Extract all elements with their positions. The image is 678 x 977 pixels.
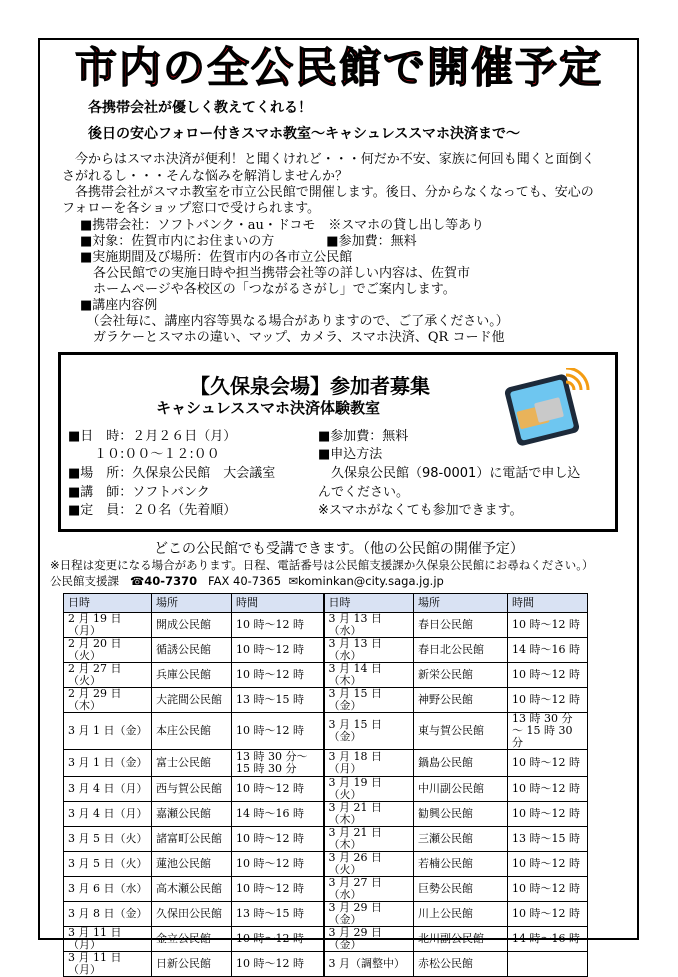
cell-date-1: 3 月 4 日（月）: [64, 802, 152, 827]
cell-date-1: 3 月 1 日（金）: [64, 713, 152, 750]
recruit-fee: ■参加費：無料: [318, 429, 409, 444]
cell-time-2: 10 時～12 時: [508, 877, 588, 902]
contact-email: ✉kominkan@city.saga.jg.jp: [288, 574, 444, 588]
cell-date-1: 3 月 1 日（金）: [64, 750, 152, 777]
intro-line-1: 今からはスマホ決済が便利！と聞くけれど・・・何だか不安、家族に何回も聞くと面倒く: [62, 152, 595, 167]
cell-date-2: 3 月 27 日（水）: [324, 877, 414, 902]
cell-time-1: 10 時～12 時: [232, 777, 324, 802]
smartphone-payment-icon: [496, 368, 596, 448]
intro-line-3: 各携帯会社がスマホ教室を市立公民館で開催します。後日、分からなくなっても、安心の: [62, 185, 594, 200]
cell-time-1: 13 時～15 時: [232, 902, 324, 927]
recruit-title: 【久保泉会場】参加者募集: [190, 374, 430, 398]
table-row: [64, 902, 588, 927]
cell-date-2: 3 月 21 日（木）: [324, 802, 414, 827]
cell-place-1: 蓮池公民館: [152, 852, 232, 877]
table-row: [64, 852, 588, 877]
cell-place-1: 高木瀬公民館: [152, 877, 232, 902]
cell-time-2: 10 時～12 時: [508, 777, 588, 802]
contact-dept: 公民館支援課: [50, 574, 119, 588]
cell-time-2: 13 時 30 分～ 15 時 30 分: [508, 713, 588, 750]
cell-time-2: 14 時～16 時: [508, 638, 588, 663]
cell-place-1: 開成公民館: [152, 613, 232, 638]
cell-place-1: 本庄公民館: [152, 713, 232, 750]
cell-time-2: 13 時～15 時: [508, 827, 588, 852]
cell-place-2: 北川副公民館: [414, 927, 508, 952]
cell-time-1: 10 時～12 時: [232, 927, 324, 952]
cell-date-1: 3 月 5 日（火）: [64, 827, 152, 852]
cell-date-2: 3 月 13 日（水）: [324, 638, 414, 663]
table-row: [64, 802, 588, 827]
cell-date-1: 2 月 27 日（火）: [64, 663, 152, 688]
detail-line-6: ■講座内容例: [80, 298, 158, 313]
table-row: [64, 877, 588, 902]
cell-time-2: 14 時～16 時: [508, 927, 588, 952]
recruit-subtitle: キャシュレススマホ決済体験教室: [156, 399, 380, 417]
cell-time-2: 10 時～12 時: [508, 750, 588, 777]
recruit-note: ※スマホがなくても参加できます。: [318, 503, 523, 518]
cell-date-2: 3 月 18 日（月）: [324, 750, 414, 777]
header-time-2: 時間: [508, 594, 588, 613]
cell-date-2: 3 月 14 日（木）: [324, 663, 414, 688]
table-row: [64, 638, 588, 663]
detail-line-1: ■携帯会社：ソフトバンク・au・ドコモ ※スマホの貸し出し等あり: [80, 218, 485, 233]
cell-place-1: 日新公民館: [152, 952, 232, 977]
cell-date-2: 3 月 15 日（金）: [324, 688, 414, 713]
intro-line-2: さがれるし・・・そんな悩みを解消しませんか？: [62, 169, 349, 184]
recruit-date: ■日 時：２月２６日（月）: [68, 429, 237, 444]
cell-date-1: 3 月 6 日（水）: [64, 877, 152, 902]
schedule-header-row: [64, 594, 588, 613]
cell-date-1: 2 月 29 日（木）: [64, 688, 152, 713]
cell-time-1: 10 時～12 時: [232, 638, 324, 663]
recruit-apply-heading: ■申込方法: [318, 447, 383, 462]
table-row: [64, 952, 588, 977]
cell-date-2: 3 月 19 日（火）: [324, 777, 414, 802]
cell-time-1: 10 時～12 時: [232, 852, 324, 877]
cell-place-1: 西与賀公民館: [152, 777, 232, 802]
cell-place-1: 金立公民館: [152, 927, 232, 952]
cell-place-1: 嘉瀬公民館: [152, 802, 232, 827]
cell-date-2: 3 月 26 日（火）: [324, 852, 414, 877]
cell-time-1: 10 時～12 時: [232, 713, 324, 750]
schedule-note: ※日程は変更になる場合があります。日程、電話番号は公民館支援課か久保泉公民館にお尋ねください。）: [50, 558, 594, 572]
cell-date-2: 3 月 29 日（金）: [324, 902, 414, 927]
cell-date-2: 3 月 13 日（水）: [324, 613, 414, 638]
cell-time-2: 10 時～12 時: [508, 802, 588, 827]
cell-place-2: 春日公民館: [414, 613, 508, 638]
cell-place-2: 若楠公民館: [414, 852, 508, 877]
recruit-apply-line-1: 久保泉公民館（98-0001）に電話で申し込: [318, 466, 581, 481]
cell-time-1: 10 時～12 時: [232, 952, 324, 977]
cell-place-2: 春日北公民館: [414, 638, 508, 663]
cell-place-1: 諸富町公民館: [152, 827, 232, 852]
cell-time-2: 10 時～12 時: [508, 613, 588, 638]
cell-time-1: 10 時～12 時: [232, 663, 324, 688]
contact-fax: FAX 40-7365: [208, 574, 282, 588]
cell-time-2: 10 時～12 時: [508, 663, 588, 688]
cell-place-1: 富士公民館: [152, 750, 232, 777]
table-row: [64, 777, 588, 802]
cell-time-1: 13 時～15 時: [232, 688, 324, 713]
cell-time-2: 10 時～12 時: [508, 852, 588, 877]
cell-time-1: 10 時～12 時: [232, 877, 324, 902]
table-row: [64, 713, 588, 750]
cell-place-1: 兵庫公民館: [152, 663, 232, 688]
header-date-2: 日時: [324, 594, 414, 613]
cell-date-1: 2 月 20 日（火）: [64, 638, 152, 663]
intro-line-4: フォローを各ショップ窓口で受けられます。: [62, 201, 321, 216]
header-date-1: 日時: [64, 594, 152, 613]
cell-place-2: 新栄公民館: [414, 663, 508, 688]
detail-line-8: ガラケーとスマホの違い、マップ、カメラ、スマホ決済、QR コード他: [80, 330, 505, 345]
cell-place-2: 三瀬公民館: [414, 827, 508, 852]
detail-line-7: （会社毎に、講座内容等異なる場合がありますので、ご了承ください。）: [80, 314, 509, 329]
cell-time-1: 10 時～12 時: [232, 613, 324, 638]
recruit-apply-line-2: んでください。: [318, 485, 410, 500]
header-place-1: 場所: [152, 594, 232, 613]
cell-date-2: 3 月 29 日（金）: [324, 927, 414, 952]
contact-line: [50, 573, 444, 589]
detail-line-3: ■実施期間及び場所：佐賀市内の各市立公民館: [80, 250, 353, 265]
cell-place-1: 大詫間公民館: [152, 688, 232, 713]
cell-time-2: 10 時～12 時: [508, 902, 588, 927]
cell-place-2: 神野公民館: [414, 688, 508, 713]
table-row: [64, 750, 588, 777]
cell-time-2: 10 時～12 時: [508, 688, 588, 713]
cell-date-1: 3 月 4 日（月）: [64, 777, 152, 802]
cell-date-1: 3 月 11 日（月）: [64, 927, 152, 952]
cell-place-2: 巨勢公民館: [414, 877, 508, 902]
cell-date-1: 3 月 11 日（月）: [64, 952, 152, 977]
subtitle-2: 後日の安心フォロー付きスマホ教室～キャシュレススマホ決済まで～: [88, 126, 521, 142]
cell-place-2: 勧興公民館: [414, 802, 508, 827]
detail-line-2: ■対象：佐賀市内にお住まいの方 ■参加費：無料: [80, 234, 417, 249]
recruit-instructor: ■講 師：ソフトバンク: [68, 485, 210, 500]
cell-place-2: 鍋島公民館: [414, 750, 508, 777]
table-row: [64, 688, 588, 713]
cell-date-1: 3 月 5 日（火）: [64, 852, 152, 877]
cell-date-1: 3 月 8 日（金）: [64, 902, 152, 927]
cell-place-1: 循誘公民館: [152, 638, 232, 663]
recruit-time: １０:００～１２:００: [68, 447, 220, 462]
table-row: [64, 827, 588, 852]
cell-time-2: [508, 952, 588, 977]
header-time-1: 時間: [232, 594, 324, 613]
cell-time-1: 14 時～16 時: [232, 802, 324, 827]
detail-line-5: ホームページや各校区の「つながるさがし」でご案内します。: [80, 282, 456, 297]
header-place-2: 場所: [414, 594, 508, 613]
cell-place-2: 東与賀公民館: [414, 713, 508, 750]
table-row: [64, 663, 588, 688]
table-row: [64, 613, 588, 638]
contact-tel: ☎40-7370: [129, 574, 198, 588]
schedule-table: [63, 593, 588, 977]
cell-date-2: 3 月 21 日（木）: [324, 827, 414, 852]
recruit-capacity: ■定 員：２０名（先着順）: [68, 503, 237, 518]
cell-place-1: 久保田公民館: [152, 902, 232, 927]
cell-date-1: 2 月 19 日（月）: [64, 613, 152, 638]
cell-time-1: 10 時～12 時: [232, 827, 324, 852]
table-row: [64, 927, 588, 952]
cell-place-2: 中川副公民館: [414, 777, 508, 802]
other-venues-heading: どこの公民館でも受講できます。（他の公民館の開催予定）: [154, 541, 524, 557]
cell-place-2: 川上公民館: [414, 902, 508, 927]
cell-date-2: 3 月 15 日（金）: [324, 713, 414, 750]
recruit-place: ■場 所：久保泉公民館 大会議室: [68, 466, 276, 481]
page-title: 市内の全公民館で開催予定: [74, 43, 603, 92]
cell-place-2: 赤松公民館: [414, 952, 508, 977]
detail-line-4: 各公民館での実施日時や担当携帯会社等の詳しい内容は、佐賀市: [80, 266, 471, 281]
cell-date-2: 3 月（調整中）: [324, 952, 414, 977]
subtitle-1: 各携帯会社が優しく教えてくれる！: [88, 100, 312, 116]
cell-time-1: 13 時 30 分～ 15 時 30 分: [232, 750, 324, 777]
